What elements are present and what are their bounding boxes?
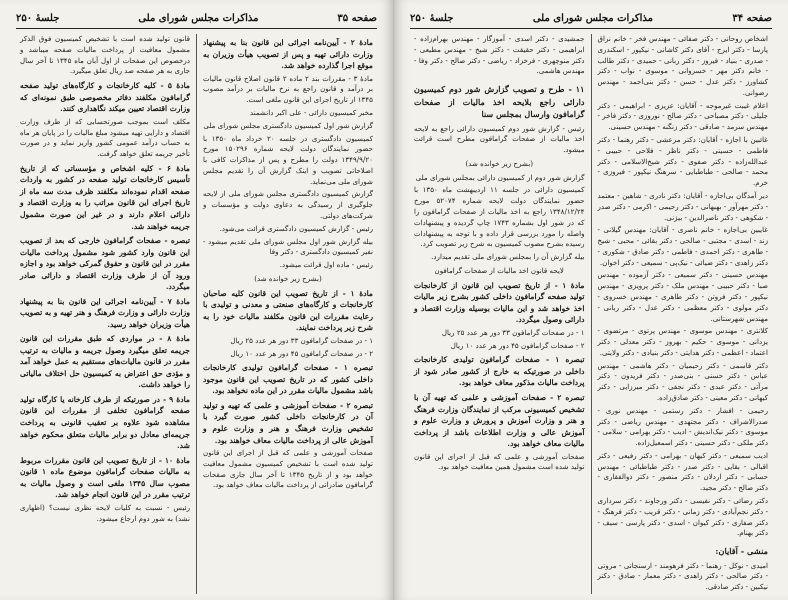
text-paragraph: گزارش کمیسیون دادگستری مجلس شورای ملی از لایحه جلوگیری از رسیدگی به دعاوی دولت و مؤسسات و شرکت‌های دولتی. [203,189,373,220]
text-paragraph: ۲ - صفحات گرامافون ۴۵ دور هر عدد ۱۰ ریال [450,340,585,350]
article-paragraph: مادهٔ ۱۰ - از تاریخ تصویب این قانون مقررات مربوط به مالیات صفحات گرامافون موضوع ماده ۱ قانون مصوب سال ۱۳۴۵ ملغی است و وصول مالیات به ترتیب مقرر در این قانون انجام خواهد شد. [20,455,190,500]
text-paragraph: کمیسیون دارائی در جلسه ۱۱ اردیبهشت ماه ۱۳۵۰ با حضور نمایندگان دولت لایحه شماره ۵۲۰۷۴ مورخ ۱۳۴۸/۱۲/۲۴ راجع به اخذ مالیات از صفحات گرامافون را که در شور اول بشماره ۱۷۴۳ چاپ گردیده و پیشنهادات واصله را مورد بررسی قرار داده و با توجه به پیشنهادات رسیده بشرح مصوب کمیسیون به شرح زیر تصویب کرد. [414,185,585,249]
text-paragraph: ۱ - در صفحات گرامافون ۳۳ دور هر عدد ۲۵ ریال [441,327,585,337]
article-paragraph: مادهٔ ۶ - کلیه اشخاص و مؤسساتی که از تاریخ تأسیس کارخانجات تولید صفحه در کشور به واردات صفحه اقدام نموده‌اند مکلفند ظرف مدت سه ماه از تاریخ اجرای این قانون مراتب را به وزارت اقتصاد و دارائی اعلام دارند و در غیر این صورت مشمول جریمه خواهند شد. [20,163,190,231]
text-paragraph: رئیس - گزارش شور دوم کمیسیون دارائی راجع به لایحه اخذ مالیات از صفحات گرامافون مطرح است قرائت میشود. [414,123,585,155]
text-paragraph: امیدی - نوکل - رهنما - دکتر فرهومند - ارسنجانی - مروتی - دکتر صالحی - دکتر زاهدی - دکتر معمار - صادق - دکتر نیکبین - دکتر صادقی. [597,560,768,592]
text-paragraph: مخبر کمیسیون دارائی - علی اکبر دانشمند [249,107,373,117]
section-heading: ۱۱ - طرح و تصویب گزارش شور دوم کمیسیون دارائی راجع بلایحه اخذ مالیات از صفحات گرامافون وارسال بمجلس سنا [414,84,585,120]
left-page-col-left [14,34,197,594]
centered-note: (بشرح زیر خوانده شد) [465,158,533,168]
text-paragraph: رئیس - ماده اول قرائت میشود. [279,260,373,270]
text-paragraph: غایبین بی‌اجازه - خانم ناصری - آقایان: مهندس گیلانی - زند - اسدی - مجتبی - صالحی - دکتر بقائی - محبی - شیخ - طاهری - دکتر احمدی - فاطمی - دکتر صادق - شکوری - دکتر زاهدی - دکتر ضیائی - نیک‌پی - سمیعی - دکتر اخوان. [597,225,768,267]
article-paragraph: مادهٔ ۸ - در مواردی که طبق مقررات این قانون جریمه تعلق میگیرد وصول جریمه و مالیات به ترتیب مقرر در قانون مالیات‌های مستقیم به عمل خواهد آمد و مؤدی حق اعتراض به کمیسیون حل اختلاف مالیاتی را خواهد داشت. [20,334,190,390]
article-paragraph: مادهٔ ۱ - از تاریخ تصویب این قانون کلیه صاحبان کارخانجات و کارگاه‌های صنعتی و معدنی و تولیدی با رعایت مقررات این قانون مکلفند مالیات خود را به شرح زیر پرداخت نمایند. [203,288,373,333]
right-page-number: صفحه ۳۴ [732,12,772,24]
left-page-number: صفحه ۳۵ [337,12,377,24]
text-paragraph: ۱ - در صفحات گرامافون ۳۳ دور هر عدد ۲۵ ریال [230,335,373,345]
centered-note: (بشرح زیر خوانده شد) [254,273,322,283]
text-paragraph: اعلام غیبت غیرموجه - آقایان: عزیزی - ابراهیمی - دکتر جلیلی - دکتر مصباحی - دکتر صالح - نوروزی - دکتر فاخر - مهندس سرمد - صادقی - دکتر زنگنه - مهندس حسینی. [597,100,768,132]
left-page-columns [14,34,379,594]
text-paragraph: بیله گزارش شور اول مجلس شورای ملی تقدیم میشود - نفیر کمیسیون دادگستری - دکتر وفا [203,236,373,257]
text-paragraph: دکتر قاسمی - دکتر رحیمیان - دکتر هاشمی - مهندس عباس - دکتر حسنی - بنی‌صدر - دکتر فریدون - دکتر مرآتی - دکتر عبدی - دکتر نجفی - دکتر میرزایی - دکتر کیهانی - دکتر معینی - دکتر صادق‌زاده. [597,360,768,402]
text-paragraph: کمیسیون دادگستری در جلسه ۲۰ خرداد ماه ۱۳۵۰ با حضور نمایندگان دولت لایحه شماره ۱۵۰۲۹۶ مورخ ۱۳۴۹/۹/۲۰ دولت را مطرح و پس از مذاکرات کافی با اصلاحاتی تصویب و اینک گزارش آن را تقدیم مجلس شورای ملی می‌نماید. [203,133,374,186]
text-paragraph: قانون تولید شده است با تشخیص کمیسیون فوق الذکر مشمول معافیت از پرداخت مالیات صفحه میباشد و درخصوص این صفحات از اول آبان ماه ۱۳۴۵ تا آخر سال جاری به هر صفحه صد ریال تعلق میگیرد. [20,34,190,76]
text-paragraph: مهندس حسینی - دکتر سمیعی - دکتر آزموده - مهندس صبا - دکتر حبیبی - مهندس ملک - دکتر پرویزی - مهندس نیکپور - دکتر فروتن - دکتر طاهری - مهندس خسروی - دکتر مولوی - دکتر معظمی - دکتر عدل - دکتر ربانی - مهندس شهرستانی. [597,270,768,323]
right-page-col-left [408,34,592,594]
left-session-number: جلسهٔ ۲۵۰ [16,12,60,24]
article-paragraph: تبصره ۲ - صفحات آموزشی و علمی که تهیه و تولید آن در کارخانجات داخلی کشور صورت گیرد با تشخیص وزارت فرهنگ و هنر و وزارت علوم و آموزش عالی از پرداخت مالیات معاف خواهند بود. [203,400,373,445]
article-paragraph: تبصره ۱ - صفحات گرامافون تولیدی کارخانجات داخلی در صورتیکه به خارج از کشور صادر شود از پرداخت مالیات مذکور معاف خواهد بود. [414,355,585,388]
article-paragraph: مادهٔ ۵ - کلیه کارخانجات و کارگاه‌های تولید صفحه گرامافون مکلفند دفاتر مخصوصی طبق نمونه‌ای که وزارت اقتصاد تعیین میکند نگاهداری کنند. [20,81,190,114]
section-heading: منشی - آقایان: [715,546,768,557]
right-page-header [410,8,772,29]
left-page-col-right [197,34,379,594]
article-paragraph: مادهٔ ۷ - آیین‌نامه اجرائی این قانون بنا به پیشنهاد وزارت دارائی و وزارت فرهنگ و هنر تهیه و به تصویب هیأت وزیران خواهد رسید. [20,296,191,329]
text-paragraph: رئیس - نسبت به کلیات لایحه نظری نیست؟ (اظهاری نشد) به شور دوم ارجاع میشود. [20,502,190,523]
right-page [394,0,788,600]
text-paragraph: ۲ - در صفحات گرامافون ۴۵ دور هر عدد ۱۰ ریال [230,348,373,358]
right-page-columns [408,34,774,594]
text-paragraph: دکتر رضائی - دکتر نفیسی - دکتر ورجاوند - دکتر سرداری - دکتر نجم‌آبادی - دکتر زمانی - دکتر قریب - دکتر فرهنگ - دکتر صفاری - دکتر کیوان - اسدی - دکتر پارسی - سیف - دکتر بهنام. [597,496,768,538]
right-header-title: مذاکرات مجلس شورای ملی [532,12,653,24]
article-paragraph: مادهٔ ۱ - از تاریخ تصویب این قانون از کارخانجات تولید صفحه گرامافون داخلی کشور بشرح زیر مالیات اخذ خواهد شد و این مالیات بوسیله وزارت اقتصاد و دارائی وصول میگردد. [414,280,585,325]
right-session-number: جلسهٔ ۲۵۰ [410,12,454,24]
text-paragraph: غائبین با اجازه - آقایان: دکتر مرعشی - دکتر رهنما - دکتر فاطمی - حسینی - دکتر ناظر - فلاحی - حبیبی - عبدالله‌زاده - دکتر صفوی - دکتر شیخ‌الاسلامی - دکتر محمد - صالحی - طباطبایی - سرهنگ نیکپور - فیروزی - خرم. [597,135,768,188]
article-paragraph: مادهٔ ۲ - آیین‌نامه اجرائی این قانون بنا به پیشنهاد وزارت دارائی تهیه و پس از تصویب هیأت وزیران به موقع اجرا گذارده خواهد شد. [203,38,374,71]
article-paragraph: تبصره - صفحات گرامافون خارجی که بعد از تصویب این قانون وارد کشور شود مشمول پرداخت مالیات مقرر در این قانون و حقوق گمرکی خواهد بود و اجازه ورود آن از طرف وزارت اقتصاد و دارائی صادر میگردد. [20,236,190,292]
text-paragraph: مکلف است بموجب صورتحسابی که از طرف وزارت اقتصاد و دارایی تهیه میشود مبلغ مالیات را در پایان هر ماه به حساب درآمد عمومی کشور واریز نماید و در صورت تأخیر جریمه تعلق خواهد گرفت. [20,116,190,159]
text-paragraph: رئیس - گزارش کمیسیون دادگستری قرائت می‌شود. [219,223,373,233]
text-paragraph: مادهٔ ۳ - مقررات بند ۲ ماده ۲ قانون اصلاح قانون مالیات بر درآمد و قانون راجع به نرخ مالیات بر درآمد مصوب ۱۳۴۵ از تاریخ اجرای این قانون ملغی است. [203,73,373,105]
text-paragraph: بیله گزارش آن را بمجلس شورای ملی تقدیم میدارد. [431,252,585,262]
article-paragraph: مادهٔ ۹ - در صورتیکه از طرف کارخانه یا کارگاه تولید صفحه گرامافون تخلفی از مقررات این قانون مشاهده شود علاوه بر تعقیب قانونی به پرداخت جریمه‌ای معادل دو برابر مالیات متعلق محکوم خواهد شد. [20,394,190,451]
right-page-col-right [592,34,775,594]
text-paragraph: کلانتری - مهندس موسوی - مهندس پرتوی - مرتضوی - یزدانی - موسوی - حکیم - بهروز - دکتر معدلی - دکتر اعتماد - اعظمی - دکتر هدایتی - دکتر بنیادی - دکتر ولایتی. [597,326,768,357]
text-paragraph: صفحات آموزشی و علمی که قبل از اجرای این قانون تولید شده است مشمول همین معافیت خواهد بود. [414,451,585,472]
article-paragraph: تبصره ۲ - صفحات آموزشی و علمی که تهیه آن با تشخیص کمیسیونی مرکب از نمایندگان وزارت فرهنگ و هنر و وزارت آموزش و پرورش و وزارت علوم و آموزش عالی و وزارت اطلاعات باشد از پرداخت مالیات معاف خواهد بود. [414,392,585,449]
text-paragraph: دیر آمدگان بی‌اجازه - آقایان: دکتر نادری - شاهین - معتمد - دکتر مهرآور - بهبهانی - دکتر رحیمی - اکرمی - دکتر صدر - شکوهی - دکتر ناصرالدین - بیژنی. [597,190,768,222]
text-paragraph: گزارش شور دوم از کمیسیون دارائی بمجلس شورای ملی [415,172,585,182]
text-paragraph: اشخاص روحانی - دکتر صفائی - مهندس فخر - خانم نراق پارسا - دکتر ایرج - آقای دکتر کاشانی - نیکپور - اسکندری - صدری - بنیاد - فیروز - دکتر ربانی - حمیدی - دکتر طالب - خانم دکتر مهر - خسروانی - موسوی - نواب - دکتر کشاورز - دکتر عدل - حسن - دکتر بنی‌احمد - مهندس رضوانی. [597,34,768,97]
article-paragraph: تبصره ۱ - صفحات گرامافون تولیدی کارخانجات داخلی کشور که در تاریخ تصویب این قانون موجود باشد مشمول مالیات مقرر در این ماده نخواهد بود. [203,363,373,396]
text-paragraph: جمشیدی - دکتر اسدی - آموزگار - مهندس بهرام‌زاده - ابراهیمی - دکتر حقیقت - دکتر شیخ - مهندس مطیعی - دکتر منوچهری - فرخزاد - ریاضی - دکتر صالح - دکتر وفا - مهندس هاشمی. [414,34,585,76]
centered-note: لایحه قانون اخذ مالیات از صفحات گرامافون [434,265,564,275]
text-paragraph: ادیب سمیعی - دکتر کیهان - بهرامی - دکتر رفیعی - دکتر اقبالی - بقایی - دکتر صدر - دکتر طباطبائی - مهندس حسابی - دکتر اردلان - دکتر منصور - دکتر ذوالفقاری - دکتر صالح - دکتر مجید. [597,450,768,493]
left-page-header [16,8,377,29]
text-paragraph: رحیمی - افشار - دکتر رستمی - مهندس نوری - صدرالاشراف - دکتر مجتهدی - مهندس ریاضی - دکتر موسوی - دکتر نیک‌اندیش - ادیب - دکتر بهرامی - سلامی - دکتر ملکی - دکتر حسینی - دکتر اسمعیل‌زاده. [597,405,768,448]
text-paragraph: صفحات آموزشی و علمی که قبل از اجرای این قانون تولید شده است با تشخیص کمیسیون مشمول معافیت خواهد بود و از تاریخ ۱۳۴۵ تا آخر سال جاری صفحات گرامافون صادراتی از پرداخت مالیات معاف خواهد بود. [203,448,373,490]
left-header-title: مذاکرات مجلس شورای ملی [138,12,259,24]
text-paragraph: گزارش شور اول کمیسیون دادگستری مجلس شورای ملی [203,120,373,130]
